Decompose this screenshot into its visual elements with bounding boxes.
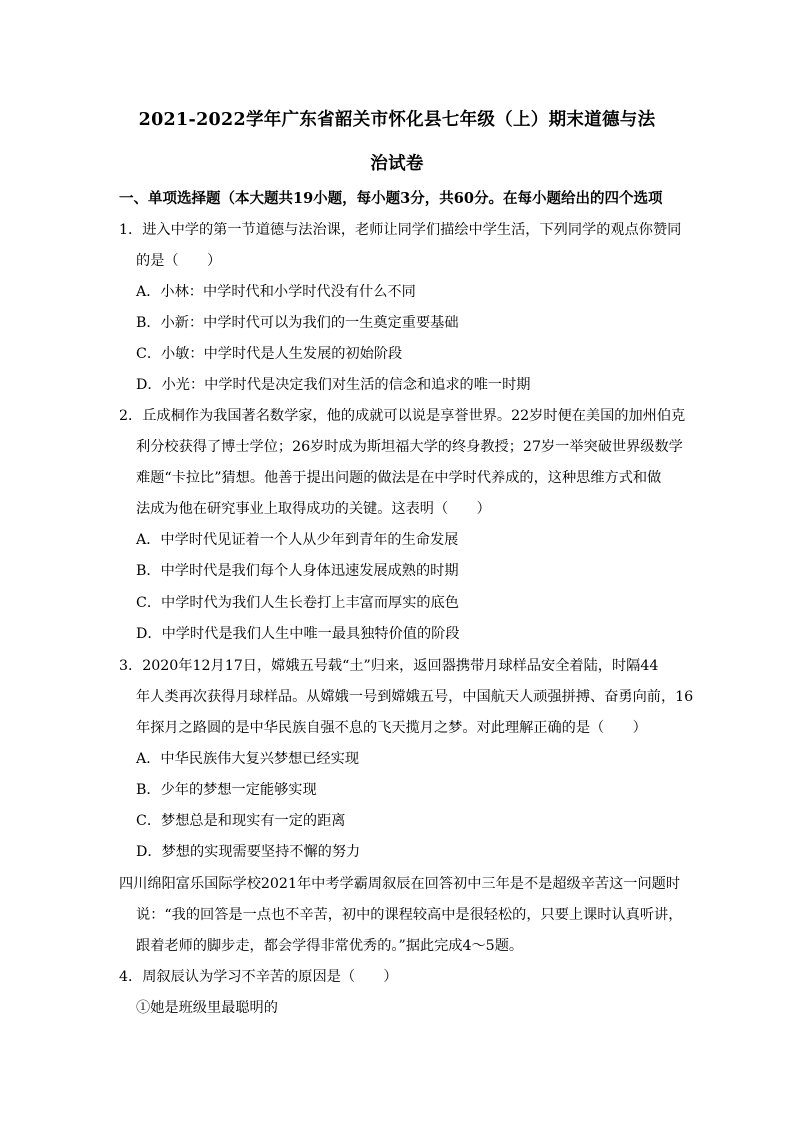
question-3-stem-line-3: 年探月之路圆的是中华民族自强不息的飞天揽月之梦。对此理解正确的是（ ）: [136, 720, 647, 736]
question-1-option-a: A．小林：中学时代和小学时代没有什么不同: [136, 284, 416, 300]
question-3-option-a: A．中华民族伟大复兴梦想已经实现: [136, 751, 360, 767]
question-4-item-1: ①她是班级里最聪明的: [136, 1000, 278, 1016]
question-1-option-c: C．小敏：中学时代是人生发展的初始阶段: [136, 346, 403, 362]
question-2-stem-line-2: 利分校获得了博士学位；26岁时成为斯坦福大学的终身教授；27岁一举突破世界级数学: [136, 439, 683, 455]
question-3-option-b: B．少年的梦想一定能够实现: [136, 782, 317, 798]
section-header: 一、单项选择题（本大题共19小题，每小题3分，共60分。在每小题给出的四个选项: [119, 190, 663, 207]
question-2-option-b: B．中学时代是我们每个人身体迅速发展成熟的时期: [136, 563, 459, 579]
question-1-stem-line-1: 1．进入中学的第一节道德与法治课，老师让同学们描绘中学生活，下列同学的观点你赞同: [119, 222, 682, 238]
exam-title-line-2: 治试卷: [370, 154, 424, 174]
question-3-stem-line-1: 3．2020年12月17日，嫦娥五号载“土”归来，返回器携带月球样品安全着陆，时隔44: [119, 658, 659, 674]
question-1-option-b: B．小新：中学时代可以为我们的一生奠定重要基础: [136, 315, 459, 331]
question-2-stem-line-4: 法成为他在研究事业上取得成功的关键。这表明（ ）: [136, 501, 491, 517]
question-3-option-c: C．梦想总是和现实有一定的距离: [136, 813, 346, 829]
question-3-option-d: D．梦想的实现需要坚持不懈的努力: [136, 844, 361, 860]
passage-line-3: 跟着老师的脚步走，都会学得非常优秀的。”据此完成4～5题。: [136, 938, 524, 954]
question-3-stem-line-2: 年人类再次获得月球样品。从嫦娥一号到嫦娥五号，中国航天人顽强拼搏、奋勇向前，16: [136, 689, 694, 705]
passage-line-1: 四川绵阳富乐国际学校2021年中考学霸周叙辰在回答初中三年是不是超级辛苦这一问题时: [119, 876, 681, 892]
question-2-option-c: C．中学时代为我们人生长卷打上丰富而厚实的底色: [136, 595, 459, 611]
question-1-option-d: D．小光：中学时代是决定我们对生活的信念和追求的唯一时期: [136, 377, 531, 393]
question-2-stem-line-3: 难题“卡拉比”猜想。他善于提出问题的做法是在中学时代养成的，这种思维方式和做: [136, 470, 662, 486]
exam-title-line-1: 2021-2022学年广东省韶关市怀化县七年级（上）期末道德与法: [138, 110, 656, 130]
passage-line-2: 说：“我的回答是一点也不辛苦，初中的课程较高中是很轻松的，只要上课时认真听讲，: [136, 907, 683, 923]
question-2-stem-line-1: 2．丘成桐作为我国著名数学家，他的成就可以说是享誉世界。22岁时便在美国的加州伯克: [119, 408, 686, 424]
question-1-stem-line-2: 的是（ ）: [136, 253, 222, 269]
question-2-option-a: A．中学时代见证着一个人从少年到青年的生命发展: [136, 532, 459, 548]
question-4-stem: 4．周叙辰认为学习不辛苦的原因是（ ）: [119, 969, 398, 985]
question-2-option-d: D．中学时代是我们人生中唯一最具独特价值的阶段: [136, 626, 460, 642]
